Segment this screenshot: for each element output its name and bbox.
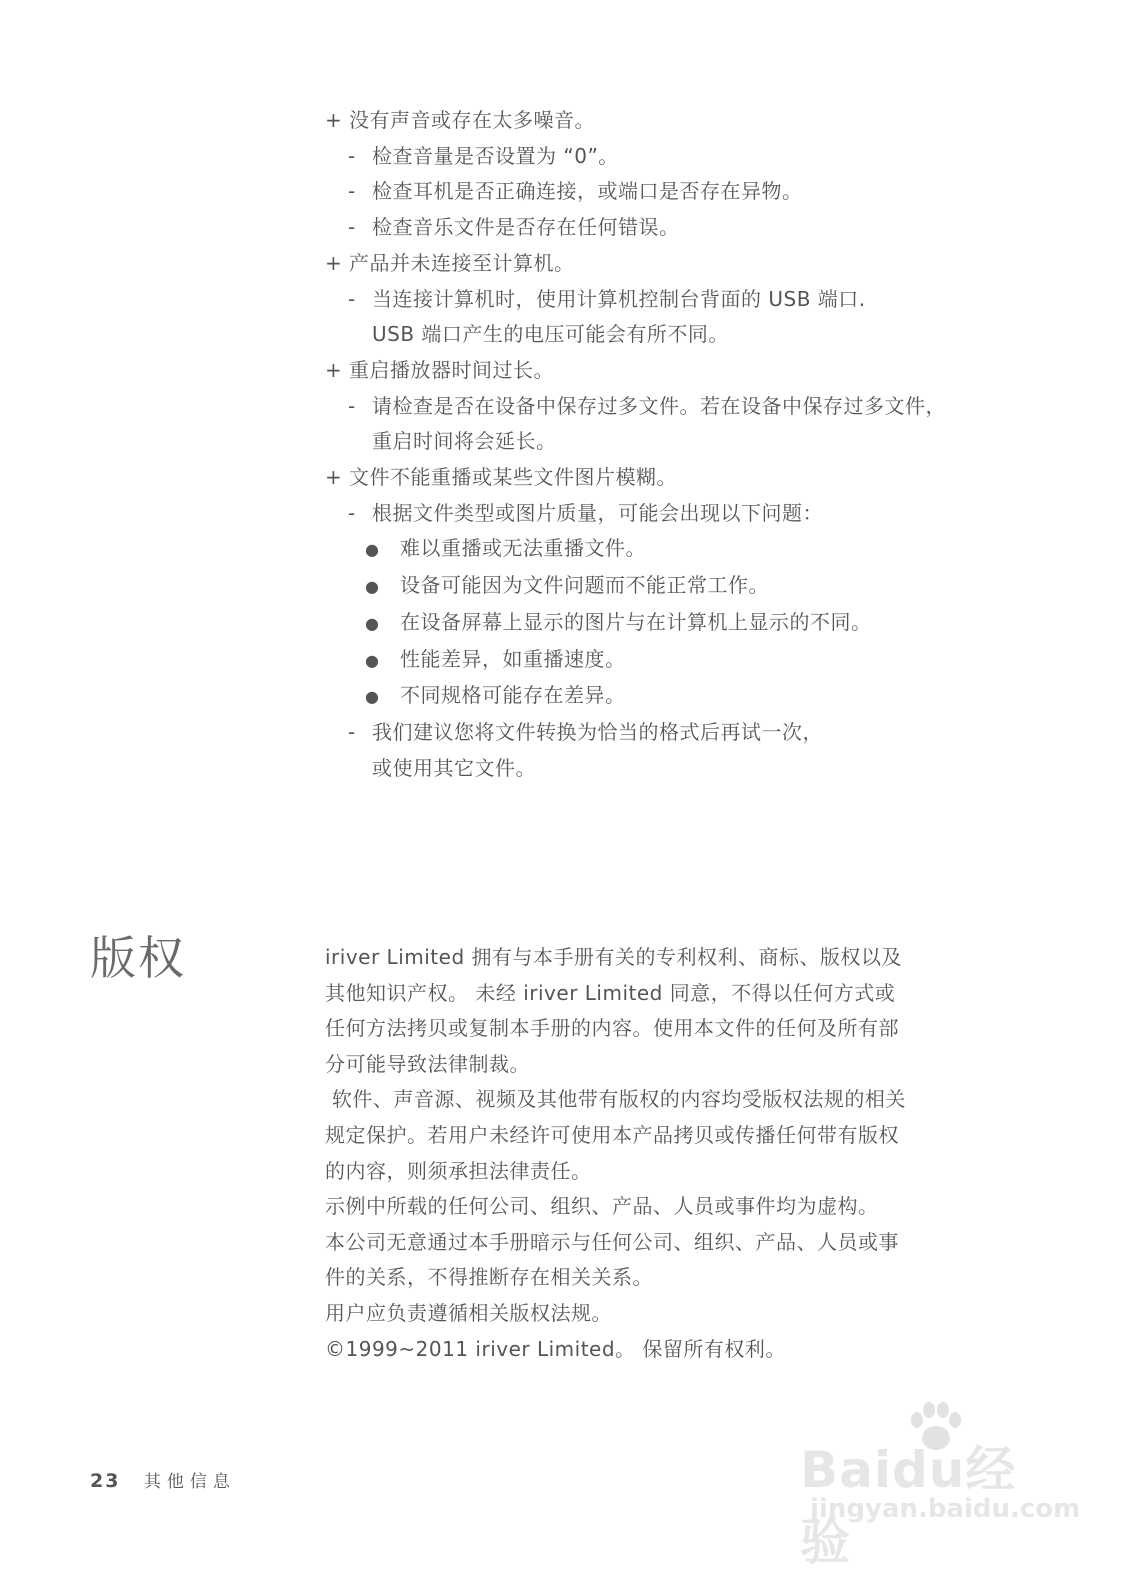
item-text: 没有声音或存在太多噪音。: [349, 108, 595, 132]
baidu-watermark: [800, 1402, 1081, 1571]
copyright-line: 用户应负责遵循相关版权法规。: [325, 1300, 612, 1325]
list-item: [325, 605, 1045, 642]
list-item: [325, 174, 1045, 210]
list-item: [325, 568, 1045, 605]
page-number: 23: [90, 1470, 121, 1492]
item-text: 请检查是否在设备中保存过多文件。若在设备中保存过多文件，: [372, 393, 946, 418]
list-item: [325, 246, 1045, 282]
item-text: 不同规格可能存在差异。: [400, 683, 626, 708]
dash-bullet: -: [348, 215, 356, 240]
copyright-line: 任何方法拷贝或复制本手册的内容。使用本文件的任何及所有部: [325, 1016, 899, 1041]
dash-bullet: -: [348, 719, 356, 744]
copyright-line: 规定保护。若用户未经许可使用本产品拷贝或传播任何带有版权: [325, 1122, 899, 1147]
copyright-body: [325, 940, 1015, 1367]
item-text: 设备可能因为文件问题而不能正常工作。: [400, 573, 769, 598]
list-item: [325, 282, 1045, 318]
list-item: [325, 103, 1045, 139]
list-item: [325, 353, 1045, 389]
item-text: 性能差异，如重播速度。: [400, 646, 626, 671]
copyright-line: iriver Limited 拥有与本手册有关的专利权利、商标、版权以及: [325, 945, 902, 969]
item-text: 在设备屏幕上显示的图片与在计算机上显示的不同。: [400, 609, 872, 634]
list-item: [325, 139, 1045, 175]
item-text: 重启时间将会延长。: [372, 429, 557, 454]
dash-bullet: -: [348, 143, 356, 168]
list-item: [325, 389, 1045, 425]
list-item-continuation: [325, 424, 1045, 460]
item-text: 重启播放器时间过长。: [349, 357, 554, 382]
plus-bullet: +: [325, 250, 343, 275]
plus-bullet: +: [325, 357, 343, 382]
copyright-line: 本公司无意通过本手册暗示与任何公司、组织、产品、人员或事: [325, 1229, 899, 1254]
dot-bullet: ●: [365, 613, 380, 633]
list-item: [325, 642, 1045, 679]
item-text: 当连接计算机时，使用计算机控制台背面的 USB 端口.: [372, 286, 866, 311]
dot-bullet: ●: [365, 687, 380, 707]
page-footer: [90, 1467, 236, 1496]
dash-bullet: -: [348, 286, 356, 311]
list-item: [325, 715, 1045, 751]
item-text: 产品并未连接至计算机。: [349, 250, 575, 275]
copyright-line: 其他知识产权。 未经 iriver Limited 同意，不得以任何方式或: [325, 980, 896, 1005]
copyright-line: 件的关系，不得推断存在相关关系。: [325, 1265, 653, 1290]
item-text: 难以重播或无法重播文件。: [400, 536, 646, 561]
troubleshooting-list: [325, 103, 1045, 786]
footer-section-name: 其他信息: [143, 1472, 236, 1492]
copyright-line: 软件、声音源、视频及其他带有版权的内容均受版权法规的相关: [325, 1087, 906, 1112]
copyright-line: 分可能导致法律制裁。: [325, 1051, 530, 1076]
list-item-continuation: [325, 317, 1045, 353]
copyright-line: ©1999~2011 iriver Limited。 保留所有权利。: [325, 1336, 786, 1361]
item-text: 检查音量是否设置为 “0”。: [372, 143, 619, 168]
list-item: [325, 496, 1045, 532]
item-text: 检查音乐文件是否存在任何错误。: [372, 215, 680, 240]
item-text: 或使用其它文件。: [372, 755, 536, 780]
list-item: [325, 531, 1045, 568]
list-item: [325, 210, 1045, 246]
dash-bullet: -: [348, 179, 356, 204]
item-text: 文件不能重播或某些文件图片模糊。: [349, 465, 677, 490]
copyright-line: 示例中所载的任何公司、组织、产品、人员或事件均为虚构。: [325, 1194, 879, 1219]
dash-bullet: -: [348, 500, 356, 525]
list-item: [325, 460, 1045, 496]
item-text: 检查耳机是否正确连接，或端口是否存在异物。: [372, 179, 803, 204]
copyright-line: 的内容，则须承担法律责任。: [325, 1158, 592, 1183]
plus-bullet: +: [325, 108, 343, 132]
copyright-heading: 版权: [90, 931, 186, 985]
list-item-continuation: [325, 751, 1045, 787]
dot-bullet: ●: [365, 650, 380, 670]
item-text: 根据文件类型或图片质量，可能会出现以下问题：: [372, 500, 823, 525]
list-item: [325, 678, 1045, 715]
watermark-url: jingyan.baidu.com: [810, 1494, 1081, 1524]
item-text: 我们建议您将文件转换为恰当的格式后再试一次，: [372, 719, 823, 744]
watermark-logo: Baidu经验: [800, 1441, 1017, 1571]
item-text: USB 端口产生的电压可能会有所不同。: [372, 322, 729, 347]
dash-bullet: -: [348, 393, 356, 418]
dot-bullet: ●: [365, 577, 380, 597]
plus-bullet: +: [325, 465, 343, 490]
dot-bullet: ●: [365, 540, 380, 560]
